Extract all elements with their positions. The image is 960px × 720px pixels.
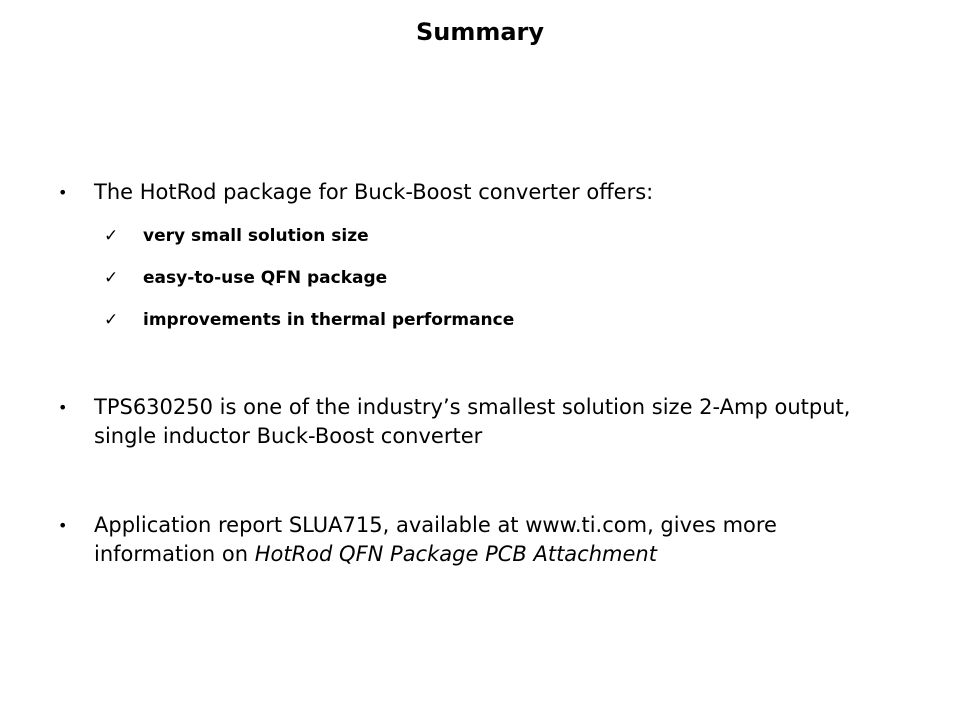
check-item-label: improvements in thermal performance xyxy=(143,310,515,330)
check-item-label: very small solution size xyxy=(143,226,369,246)
bullet-dot-icon: • xyxy=(58,398,68,417)
checkmark-icon: ✓ xyxy=(104,268,119,288)
document-title-italic: HotRod QFN Package PCB Attachment xyxy=(254,542,657,566)
checkmark-icon: ✓ xyxy=(104,310,119,330)
bullet-dot-icon: • xyxy=(58,183,68,202)
bullet-text xyxy=(94,511,894,569)
bullet-dot-icon: • xyxy=(58,516,68,535)
bullet-text: TPS630250 is one of the industry’s smallest solution size 2-Amp output, single inductor Buck-Boost converter xyxy=(94,395,851,448)
check-item-label: easy-to-use QFN package xyxy=(143,268,388,288)
slide-title: Summary xyxy=(415,18,545,46)
bullet-text-lead: Application report SLUA715, available at www.ti.com, gives more information on xyxy=(94,513,777,566)
checkmark-icon: ✓ xyxy=(104,226,119,246)
bullet-text: The HotRod package for Buck-Boost converter offers: xyxy=(94,180,654,204)
